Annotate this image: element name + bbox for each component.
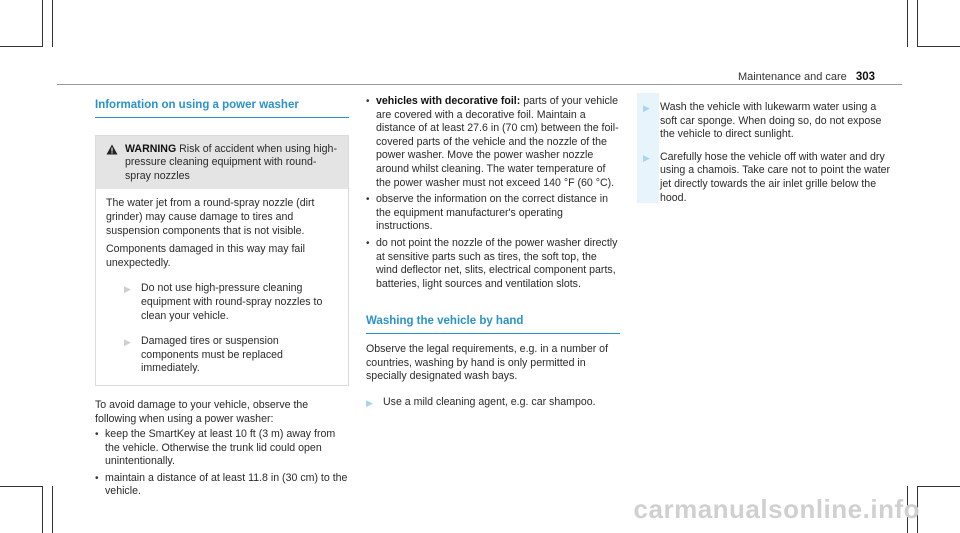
warning-triangle-icon [106,144,118,155]
bullet-list [95,428,349,499]
action-text: Damaged tires or suspension components must be replaced immediately. [141,335,283,375]
play-arrow-icon: ▶ [366,397,373,408]
action-text: Do not use high-pressure cleaning equipment with round-spray nozzles to clean your vehicle. [141,282,323,322]
warning-text [125,143,338,184]
play-arrow-icon: ▶ [643,103,650,113]
list-item [366,95,620,190]
list-item: • do not point the nozzle of the power washer directly at sensitive parts such as tires, the soft top, the wind deflector net, slits, electrical component parts, batteries, light sources and ventilation slots. [366,237,620,291]
intro-paragraph: To avoid damage to your vehicle, observe the following when using a power washer: [95,398,309,425]
column-1 [95,99,349,502]
crop-mark [42,486,43,533]
crop-mark [917,46,960,47]
action-step [106,282,338,323]
warning-box [95,135,349,386]
warning-paragraph: Components damaged in this way may fail unexpectedly. [106,243,306,269]
crop-mark [52,0,53,47]
running-header [738,71,875,83]
column-2 [366,95,620,410]
crop-mark [917,486,960,487]
bullet-text: parts of your vehicle are covered with a decorative foil. Maintain a distance of at least 27.6 in (70 cm) between the foil-covered parts of the vehicle and the nozzle of the power washer. Move the power washer nozzle around whilst cleaning. The water temperature of the power washer must not exceed 140 °F (60 °C). [376,95,619,189]
section-name: Maintenance and care [737,71,847,83]
watermark: carmanualsonline.info [633,494,920,524]
list-item: • keep the SmartKey at least 10 ft (3 m) away from the vehicle. Otherwise the trunk lid could open unintentionally. [95,428,349,469]
action-step [637,101,891,142]
action-step [637,151,891,205]
page-number: 303 [855,71,875,83]
play-arrow-icon: ▶ [124,337,131,348]
crop-mark [52,486,53,533]
action-step [366,396,620,411]
crop-mark [907,0,908,47]
action-text: Carefully hose the vehicle off with water and dry using a chamois. Take care not to point the water jet directly towards the air inlet grille below the hood. [660,150,891,204]
bullet-lead: vehicles with decorative foil: [376,95,521,107]
list-item: • observe the information on the correct distance in the equipment manufacturer's operating instructions. [366,193,620,234]
warning-head-text: Risk of accident when using high-pressure cleaning equipment with round-spray nozzles [125,142,337,182]
warning-paragraph: The water jet from a round-spray nozzle (dirt grinder) may cause damage to tires and suspension components that is not visible. [106,197,315,237]
crop-mark [0,486,43,487]
play-arrow-icon: ▶ [124,284,131,295]
crop-mark [42,0,43,47]
section-title: Washing the vehicle by hand [366,315,620,334]
section-title: Information on using a power washer [95,99,349,118]
crop-mark [0,46,43,47]
warning-label: WARNING [125,142,177,155]
action-text: Wash the vehicle with lukewarm water using a soft car sponge. When doing so, do not expose the vehicle to direct sunlight. [660,101,882,141]
paragraph: Observe the legal requirements, e.g. in a number of countries, washing by hand is only permitted in specially designated wash bays. [366,342,609,383]
warning-body [96,189,348,385]
crop-mark [917,0,918,47]
column-3 [637,101,891,205]
warning-header [96,136,348,190]
action-text: Use a mild cleaning agent, e.g. car shampoo. [383,395,596,408]
header-rule [57,84,902,85]
action-step [106,335,338,376]
bullet-list [366,95,620,291]
list-item: • maintain a distance of at least 11.8 in (30 cm) to the vehicle. [95,472,349,499]
play-arrow-icon: ▶ [643,152,650,163]
